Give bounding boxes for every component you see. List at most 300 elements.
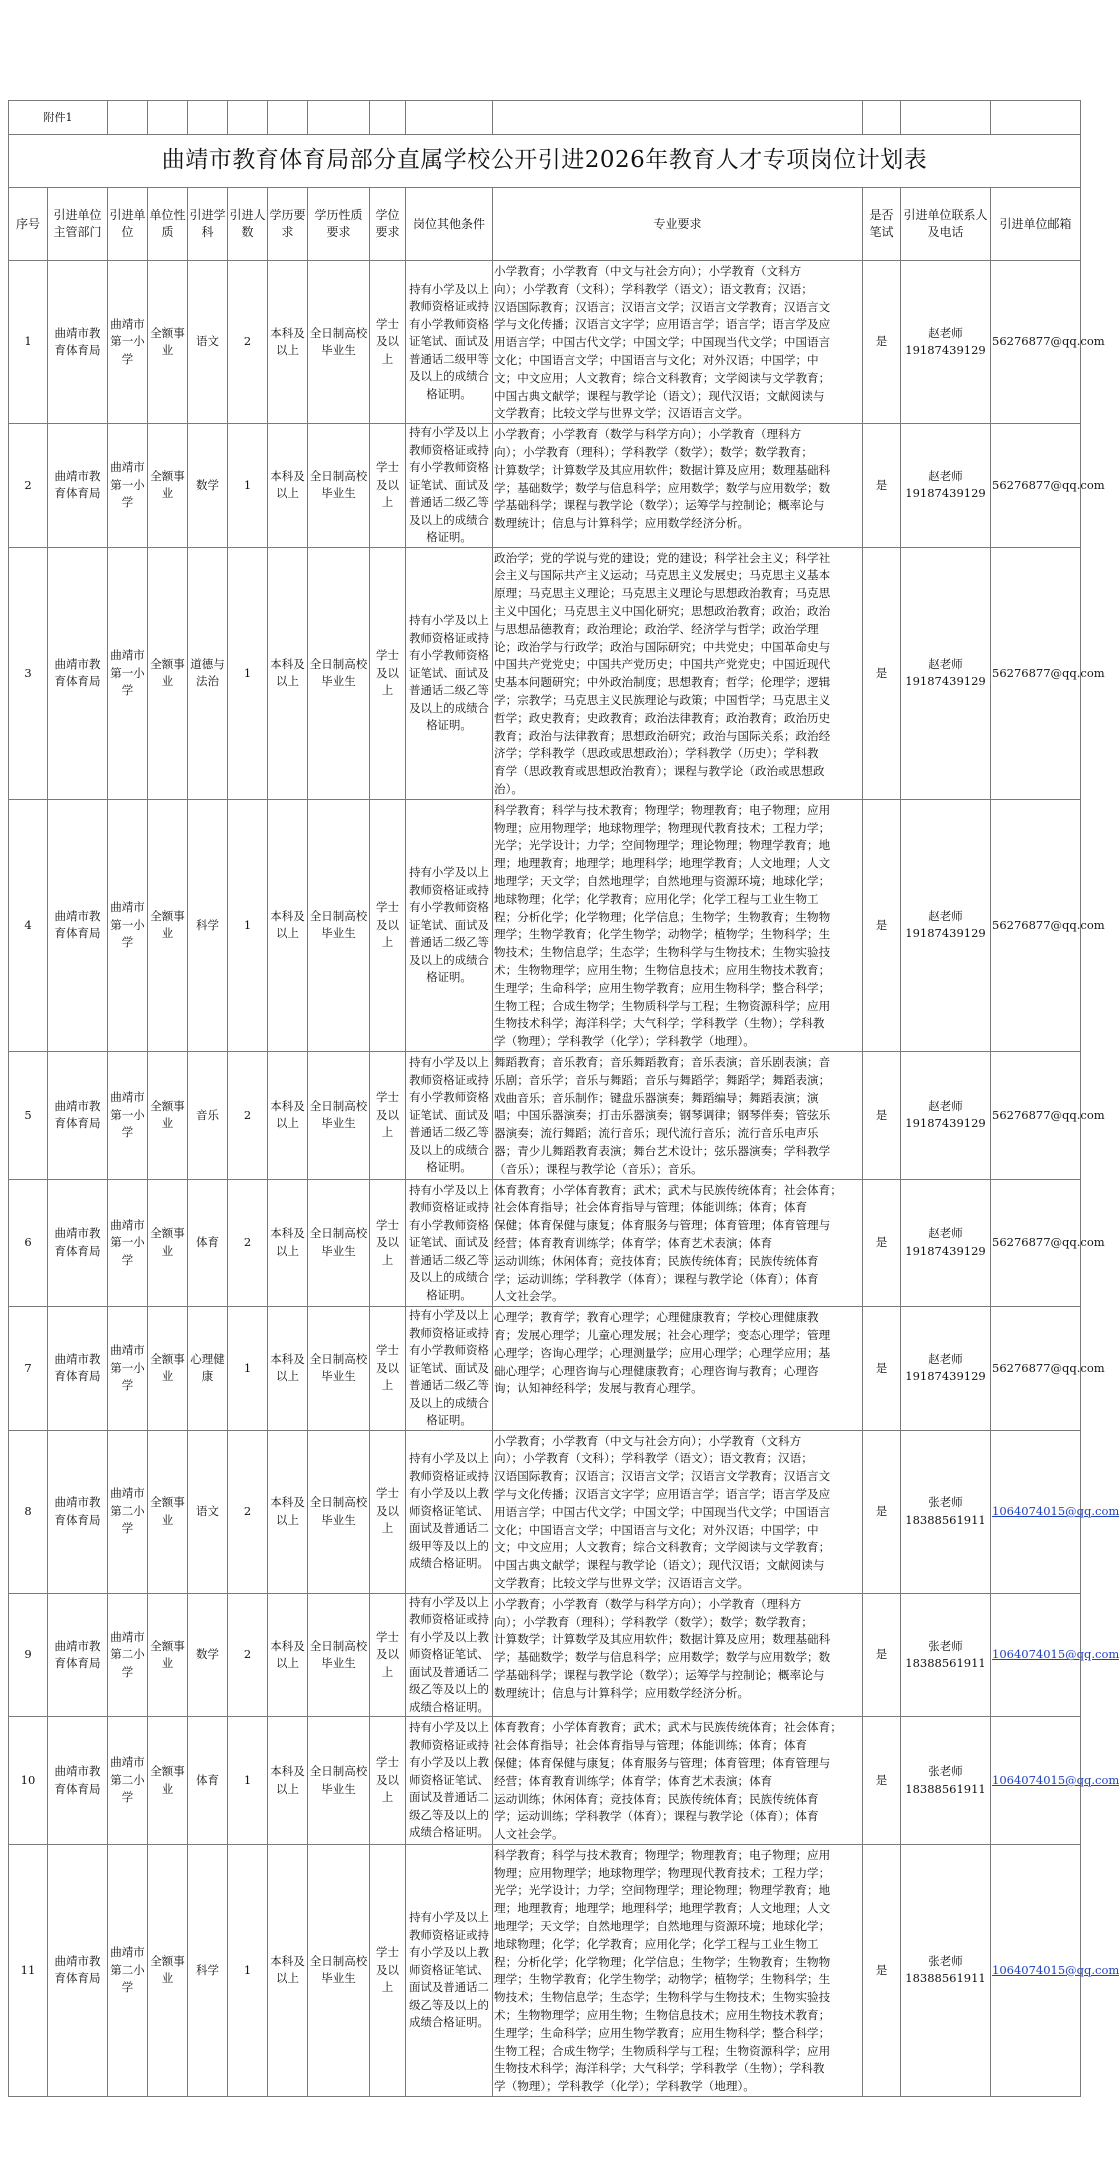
row-edu: 本科及以上: [268, 547, 308, 799]
major-line: 生物工程；合成生物学；生物质科学与工程；生物资源科学；应用: [494, 998, 831, 1013]
major-line: 地球物理；化学；化学教育；应用化学；化学工程与工业生物工: [494, 891, 819, 906]
row-seq: 6: [9, 1179, 48, 1307]
major-line: （音乐）；课程与教学论（音乐）；音乐。: [494, 1161, 703, 1176]
row-email: [991, 424, 1105, 548]
major-line: 舞蹈教育；音乐教育；音乐舞蹈教育；音乐表演；音乐剧表演；音: [494, 1054, 831, 1069]
major-line: 小学教育；小学教育（中文与社会方向）；小学教育（文科方: [494, 264, 802, 278]
row-unit: 曲靖市第二小学: [108, 1844, 148, 2096]
contact-phone: 19187439129: [905, 1243, 986, 1258]
contact-name: 赵老师: [928, 1098, 963, 1113]
row-count: 1: [228, 1717, 268, 1845]
major-line: 科学教育；科学与技术教育；物理学；物理教育；电子物理；应用: [494, 802, 831, 817]
header-email: 引进单位邮箱: [991, 188, 1081, 261]
row-degree: 学士及以上: [370, 424, 406, 548]
row-exam: 是: [863, 1051, 901, 1179]
major-line: 科学教育；科学与技术教育；物理学；物理教育；电子物理；应用: [494, 1847, 831, 1862]
major-line: 汉语国际教育；汉语言；汉语言文学；汉语言文学教育；汉语言文: [494, 299, 831, 314]
row-dept: 曲靖市教育体育局: [48, 799, 108, 1051]
major-line: 会主义与国际共产主义运动；马克思主义发展史；马克思主义基本: [494, 568, 831, 583]
major-line: 经营；体育教育训练学；体育学；体育艺术表演；体育: [494, 1773, 773, 1788]
contact-phone: 18388561911: [905, 1656, 986, 1671]
row-unit: 曲靖市第一小学: [108, 1179, 148, 1307]
major-line: 治）。: [494, 782, 523, 797]
major-line: 文；中文应用；人文教育；综合文科教育；文学阅读与文学教育；: [494, 1540, 831, 1555]
header-row: [9, 188, 1081, 261]
row-degree: 学士及以上: [370, 1430, 406, 1593]
row-edu-type: 全日制高校毕业生: [308, 1051, 370, 1179]
major-line: 学；基础数学；数学与信息科学；应用数学；数学与应用数学；数: [494, 480, 831, 495]
row-edu-type: 全日制高校毕业生: [308, 1179, 370, 1307]
row-edu: 本科及以上: [268, 799, 308, 1051]
email-text: 56276877@qq.com: [992, 1235, 1105, 1250]
contact-name: 张老师: [928, 1764, 963, 1779]
row-seq: 4: [9, 799, 48, 1051]
row-email: [991, 1717, 1119, 1845]
row-unit: 曲靖市第一小学: [108, 1307, 148, 1431]
major-line: 计算数学；计算数学及其应用软件；数据计算及应用；数理基础科: [494, 1632, 831, 1647]
row-dept: 曲靖市教育体育局: [48, 547, 108, 799]
contact-name: 张老师: [928, 1638, 963, 1653]
table-row: [9, 547, 1081, 799]
row-subject: 体育: [188, 1179, 228, 1307]
row-degree: 学士及以上: [370, 1179, 406, 1307]
major-line: 中国古典文献学；课程与教学论（语文）；现代汉语；文献阅读与: [494, 1558, 825, 1573]
table-row: [9, 1430, 1081, 1593]
major-line: 文化；中国语言文学；中国语言与文化；对外汉语；中国学；中: [494, 352, 819, 367]
row-nature: 全额事业: [148, 1051, 188, 1179]
row-subject: 科学: [188, 799, 228, 1051]
row-seq: 9: [9, 1593, 48, 1717]
row-email: [991, 1593, 1119, 1717]
major-line: 向）；小学教育（理科）；学科教学（数学）；数学；数学教育；: [494, 1614, 813, 1629]
row-other-conditions: 持有小学及以上教师资格证或持有小学及以上教师资格证笔试、面试及普通话二级甲等及以上的成绩合格证明。: [406, 1430, 493, 1593]
row-other-conditions: 持有小学及以上教师资格证或持有小学教师资格证笔试、面试及普通话二级乙等及以上的成绩合格证明。: [406, 1051, 493, 1179]
major-line: 程；分析化学；化学物理；化学信息；生物学；生物教育；生物物: [494, 909, 831, 924]
major-line: 中国共产党党史；中国共产党历史；中国共产党党史；中国近现代: [494, 657, 831, 672]
row-nature: 全额事业: [148, 799, 188, 1051]
major-line: 唱；中国乐器演奏；打击乐器演奏；钢琴调律；钢琴伴奏；管弦乐: [494, 1108, 831, 1123]
header-unit: 引进单位: [108, 188, 148, 261]
major-line: 生物技术科学；海洋科学；大气科学；学科教学（生物）；学科教: [494, 1016, 825, 1031]
major-line: 经营；体育教育训练学；体育学；体育艺术表演；体育: [494, 1235, 773, 1250]
row-other-conditions: 持有小学及以上教师资格证或持有小学及以上教师资格证笔试、面试及普通话二级乙等及以上的成绩合格证明。: [406, 1593, 493, 1717]
major-line: 用语言学；中国古代文学；中国文学；中国现当代文学；中国语言: [494, 335, 831, 350]
major-line: 向）；小学教育（理科）；学科教学（数学）；数学；数学教育；: [494, 444, 813, 459]
row-major-requirements: [493, 261, 863, 424]
header-dept: 引进单位主管部门: [48, 188, 108, 261]
contact-phone: 18388561911: [905, 1781, 986, 1796]
row-other-conditions: 持有小学及以上教师资格证或持有小学教师资格证笔试、面试及普通话二级乙等及以上的成绩合格证明。: [406, 1179, 493, 1307]
table-row: [9, 1051, 1081, 1179]
row-nature: 全额事业: [148, 547, 188, 799]
row-other-conditions: 持有小学及以上教师资格证或持有小学教师资格证笔试、面试及普通话二级甲等及以上的成绩合格证明。: [406, 261, 493, 424]
header-seq: 序号: [9, 188, 48, 261]
row-exam: 是: [863, 1430, 901, 1593]
row-nature: 全额事业: [148, 1844, 188, 2096]
email-text: 56276877@qq.com: [992, 477, 1105, 492]
contact-name: 赵老师: [928, 656, 963, 671]
row-dept: 曲靖市教育体育局: [48, 1430, 108, 1593]
row-edu: 本科及以上: [268, 1307, 308, 1431]
major-line: 主义中国化；马克思主义中国化研究；思想政治教育；政治；政治: [494, 604, 831, 619]
row-dept: 曲靖市教育体育局: [48, 261, 108, 424]
contact-name: 赵老师: [928, 325, 963, 340]
row-dept: 曲靖市教育体育局: [48, 1717, 108, 1845]
major-line: 小学教育；小学教育（数学与科学方向）；小学教育（理科方: [494, 1596, 802, 1611]
row-degree: 学士及以上: [370, 1051, 406, 1179]
major-line: 程；分析化学；化学物理；化学信息；生物学；生物教育；生物物: [494, 1954, 831, 1969]
row-major-requirements: [493, 1307, 863, 1431]
major-line: 理学；生物学教育；化学生物学；动物学；植物学；生物科学；生: [494, 1972, 831, 1987]
row-contact: [901, 547, 991, 799]
title-row: [9, 135, 1081, 188]
major-line: 心理学；教育学；教育心理学；心理健康教育；学校心理健康教: [494, 1310, 819, 1325]
contact-phone: 19187439129: [905, 674, 986, 689]
row-major-requirements: [493, 1593, 863, 1717]
major-line: 数理统计；信息与计算科学；应用数学经济分析。: [494, 516, 750, 531]
row-other-conditions: 持有小学及以上教师资格证或持有小学及以上教师资格证笔试、面试及普通话二级乙等及以上的成绩合格证明。: [406, 1844, 493, 2096]
major-line: 学；运动训练；学科教学（体育）；课程与教学论（体育）；体育: [494, 1271, 819, 1286]
table-row: [9, 1717, 1081, 1845]
major-line: 地球物理；化学；化学教育；应用化学；化学工程与工业生物工: [494, 1936, 819, 1951]
major-line: 教育；政治与法律教育；思想政治研究；政治与国际关系；政治经: [494, 728, 831, 743]
header-nature: 单位性质: [148, 188, 188, 261]
row-other-conditions: 持有小学及以上教师资格证或持有小学教师资格证笔试、面试及普通话二级乙等及以上的成绩合格证明。: [406, 424, 493, 548]
row-email: [991, 1430, 1119, 1593]
major-line: 政治学；党的学说与党的建设；党的建设；科学社会主义；科学社: [494, 550, 831, 565]
header-degree: 学位要求: [370, 188, 406, 261]
major-line: 小学教育；小学教育（数学与科学方向）；小学教育（理科方: [494, 427, 802, 442]
row-count: 2: [228, 1430, 268, 1593]
row-major-requirements: [493, 1179, 863, 1307]
row-seq: 8: [9, 1430, 48, 1593]
major-line: 文学教育；比较文学与世界文学；汉语语言文学。: [494, 406, 750, 421]
row-edu: 本科及以上: [268, 1717, 308, 1845]
row-contact: [901, 799, 991, 1051]
row-dept: 曲靖市教育体育局: [48, 1179, 108, 1307]
major-line: 运动训练；休闲体育；竞技体育；民族传统体育；民族传统体育: [494, 1253, 819, 1268]
row-subject: 语文: [188, 1430, 228, 1593]
row-major-requirements: [493, 1844, 863, 2096]
major-line: 学；宗教学；马克思主义民族理论与政策；中国哲学；马克思主义: [494, 693, 831, 708]
row-exam: 是: [863, 1307, 901, 1431]
row-unit: 曲靖市第二小学: [108, 1593, 148, 1717]
major-line: 术；生物物理学；应用生物；生物信息技术；应用生物技术教育；: [494, 963, 831, 977]
row-edu: 本科及以上: [268, 1051, 308, 1179]
row-seq: 10: [9, 1717, 48, 1845]
major-line: 地理学；天文学；自然地理学；自然地理与资源环境；地球化学；: [494, 874, 831, 889]
row-contact: [901, 1307, 991, 1431]
major-line: 物技术；生物信息学；生态学；生物科学与生物技术；生物实验技: [494, 1990, 831, 2005]
row-dept: 曲靖市教育体育局: [48, 1844, 108, 2096]
major-line: 生物技术科学；海洋科学；大气科学；学科教学（生物）；学科教: [494, 2061, 825, 2076]
table-row: [9, 1307, 1081, 1431]
row-nature: 全额事业: [148, 1593, 188, 1717]
major-line: 物理；应用物理学；地球物理学；物理现代教育技术；工程力学；: [494, 1865, 831, 1880]
major-line: 人文社会学。: [494, 1827, 564, 1842]
major-line: 育；发展心理学；儿童心理发展；社会心理学；变态心理学；管理: [494, 1327, 831, 1342]
row-email: [991, 1307, 1105, 1431]
contact-name: 张老师: [928, 1495, 963, 1510]
row-degree: 学士及以上: [370, 1717, 406, 1845]
contact-name: 赵老师: [928, 1351, 963, 1366]
row-count: 1: [228, 799, 268, 1051]
row-edu: 本科及以上: [268, 424, 308, 548]
row-edu: 本科及以上: [268, 1593, 308, 1717]
major-line: 询；认知神经科学；发展与教育心理学。: [494, 1381, 703, 1396]
row-edu: 本科及以上: [268, 1430, 308, 1593]
row-contact: [901, 1717, 991, 1845]
major-line: 学基础科学；课程与教学论（数学）；运筹学与控制论；概率论与: [494, 1668, 825, 1682]
row-subject: 数学: [188, 424, 228, 548]
row-dept: 曲靖市教育体育局: [48, 1051, 108, 1179]
row-count: 2: [228, 1179, 268, 1307]
major-line: 向）；小学教育（文科）；学科教学（语文）；语文教育；汉语；: [494, 1451, 813, 1466]
row-other-conditions: 持有小学及以上教师资格证或持有小学教师资格证笔试、面试及普通话二级乙等及以上的成绩合格证明。: [406, 799, 493, 1051]
row-seq: 2: [9, 424, 48, 548]
email-link[interactable]: 1064074015@qq.com: [992, 1962, 1119, 1977]
header-other: 岗位其他条件: [406, 188, 493, 261]
email-link[interactable]: 1064074015@qq.com: [992, 1772, 1119, 1787]
row-exam: 是: [863, 1717, 901, 1845]
row-other-conditions: 持有小学及以上教师资格证或持有小学教师资格证笔试、面试及普通话二级乙等及以上的成绩合格证明。: [406, 1307, 493, 1431]
major-line: 数理统计；信息与计算科学；应用数学经济分析。: [494, 1685, 750, 1700]
major-line: 保健；体育保健与康复；体育服务与管理；体育管理；体育管理与: [494, 1218, 831, 1233]
major-line: 光学；光学设计；力学；空间物理学；理论物理；物理学教育；地: [494, 838, 831, 853]
major-line: 用语言学；中国古代文学；中国文学；中国现当代文学；中国语言: [494, 1504, 831, 1519]
major-line: 理；地理教育；地理学；地理科学；地理学教育；人文地理；人文: [494, 1901, 831, 1916]
table-row: [9, 424, 1081, 548]
row-edu: 本科及以上: [268, 261, 308, 424]
email-text: 56276877@qq.com: [992, 1107, 1105, 1122]
major-line: 济学；学科教学（思政或思想政治）；学科教学（历史）；学科教: [494, 746, 819, 761]
row-email: [991, 1844, 1119, 2096]
row-major-requirements: [493, 1051, 863, 1179]
table-row: [9, 799, 1081, 1051]
annex-row: [9, 101, 1081, 135]
major-line: 光学；光学设计；力学；空间物理学；理论物理；物理学教育；地: [494, 1883, 831, 1898]
row-unit: 曲靖市第一小学: [108, 261, 148, 424]
row-contact: [901, 1430, 991, 1593]
row-email: [991, 261, 1105, 424]
row-unit: 曲靖市第一小学: [108, 424, 148, 548]
major-line: 与思想品德教育；政治理论；政治学、经济学与哲学；政治学理: [494, 621, 819, 636]
row-count: 1: [228, 1844, 268, 2096]
row-edu-type: 全日制高校毕业生: [308, 424, 370, 548]
row-seq: 3: [9, 547, 48, 799]
major-line: 术；生物物理学；应用生物；生物信息技术；应用生物技术教育；: [494, 2008, 831, 2023]
row-major-requirements: [493, 1717, 863, 1845]
email-link[interactable]: 1064074015@qq.com: [992, 1647, 1119, 1662]
header-exam: 是否笔试: [863, 188, 901, 261]
row-email: [991, 547, 1105, 799]
row-subject: 语文: [188, 261, 228, 424]
row-other-conditions: 持有小学及以上教师资格证或持有小学及以上教师资格证笔试、面试及普通话二级乙等及以上的成绩合格证明。: [406, 1717, 493, 1845]
row-exam: 是: [863, 547, 901, 799]
row-dept: 曲靖市教育体育局: [48, 424, 108, 548]
email-text: 56276877@qq.com: [992, 665, 1105, 680]
major-line: 地理学；天文学；自然地理学；自然地理与资源环境；地球化学；: [494, 1919, 831, 1934]
header-edu: 学历要求: [268, 188, 308, 261]
major-line: 心理学；咨询心理学；心理测量学；应用心理学；心理学应用；基: [494, 1345, 831, 1360]
major-line: 运动训练；休闲体育；竞技体育；民族传统体育；民族传统体育: [494, 1791, 819, 1806]
contact-phone: 19187439129: [905, 486, 986, 501]
row-contact: [901, 424, 991, 548]
row-count: 1: [228, 424, 268, 548]
email-link[interactable]: 1064074015@qq.com: [992, 1503, 1119, 1518]
row-count: 2: [228, 1593, 268, 1717]
row-degree: 学士及以上: [370, 261, 406, 424]
major-line: 哲学；政史教育；史政教育；政治法律教育；政治教育；政治历史: [494, 710, 831, 725]
row-exam: 是: [863, 261, 901, 424]
contact-name: 赵老师: [928, 468, 963, 483]
row-seq: 7: [9, 1307, 48, 1431]
email-text: 56276877@qq.com: [992, 1360, 1105, 1375]
major-line: 学；运动训练；学科教学（体育）；课程与教学论（体育）；体育: [494, 1809, 819, 1824]
row-edu-type: 全日制高校毕业生: [308, 261, 370, 424]
major-line: 育学（思政教育或思想政治教育）；课程与教学论（政治或思想政: [494, 764, 825, 779]
major-line: 向）；小学教育（文科）；学科教学（语文）；语文教育；汉语；: [494, 281, 813, 296]
major-line: 学基础科学；课程与教学论（数学）；运筹学与控制论；概率论与: [494, 498, 825, 513]
row-unit: 曲靖市第二小学: [108, 1430, 148, 1593]
row-nature: 全额事业: [148, 1717, 188, 1845]
row-contact: [901, 261, 991, 424]
major-line: 体育教育；小学体育教育；武术；武术与民族传统体育；社会体育；: [494, 1182, 842, 1197]
contact-name: 赵老师: [928, 908, 963, 923]
row-major-requirements: [493, 424, 863, 548]
major-line: 原理；马克思主义理论；马克思主义理论与思想政治教育；马克思: [494, 586, 831, 601]
row-edu: 本科及以上: [268, 1844, 308, 2096]
major-line: 保健；体育保健与康复；体育服务与管理；体育管理；体育管理与: [494, 1755, 831, 1770]
row-other-conditions: 持有小学及以上教师资格证或持有小学教师资格证笔试、面试及普通话二级乙等及以上的成绩合格证明。: [406, 547, 493, 799]
annex-label: 附件1: [9, 101, 108, 135]
row-email: [991, 1179, 1105, 1307]
row-email: [991, 1051, 1105, 1179]
row-seq: 5: [9, 1051, 48, 1179]
row-subject: 音乐: [188, 1051, 228, 1179]
row-seq: 1: [9, 261, 48, 424]
row-exam: 是: [863, 799, 901, 1051]
contact-phone: 19187439129: [905, 343, 986, 358]
row-nature: 全额事业: [148, 261, 188, 424]
row-degree: 学士及以上: [370, 799, 406, 1051]
major-line: 学（物理）；学科教学（化学）；学科教学（地理）。: [494, 1034, 755, 1049]
row-unit: 曲靖市第一小学: [108, 799, 148, 1051]
row-count: 2: [228, 1051, 268, 1179]
major-line: 学；基础数学；数学与信息科学；应用数学；数学与应用数学；数: [494, 1650, 831, 1665]
table-title: 曲靖市教育体育局部分直属学校公开引进2026年教育人才专项岗位计划表: [9, 135, 1081, 188]
table-row: [9, 1844, 1081, 2096]
header-contact: 引进单位联系人及电话: [901, 188, 991, 261]
major-line: 物技术；生物信息学；生态学；生物科学与生物技术；生物实验技: [494, 945, 831, 960]
row-edu-type: 全日制高校毕业生: [308, 799, 370, 1051]
major-line: 生物工程；合成生物学；生物质科学与工程；生物资源科学；应用: [494, 2043, 831, 2058]
email-text: 56276877@qq.com: [992, 917, 1105, 932]
contact-phone: 18388561911: [905, 1971, 986, 1986]
major-line: 文；中文应用；人文教育；综合文科教育；文学阅读与文学教育；: [494, 370, 831, 385]
table-row: [9, 1179, 1081, 1307]
major-line: 戏曲音乐；音乐制作；键盘乐器演奏；舞蹈编导；舞蹈表演；演: [494, 1090, 819, 1105]
row-degree: 学士及以上: [370, 1307, 406, 1431]
major-line: 汉语国际教育；汉语言；汉语言文学；汉语言文学教育；汉语言文: [494, 1469, 831, 1484]
row-major-requirements: [493, 547, 863, 799]
row-edu: 本科及以上: [268, 1179, 308, 1307]
row-count: 2: [228, 261, 268, 424]
row-degree: 学士及以上: [370, 547, 406, 799]
major-line: 计算数学；计算数学及其应用软件；数据计算及应用；数理基础科: [494, 462, 831, 477]
row-dept: 曲靖市教育体育局: [48, 1593, 108, 1717]
major-line: 器演奏；流行舞蹈；流行音乐；现代流行音乐；流行音乐电声乐: [494, 1126, 819, 1141]
row-email: [991, 799, 1105, 1051]
table-row: [9, 261, 1081, 424]
row-unit: 曲靖市第二小学: [108, 1717, 148, 1845]
header-subject: 引进学科: [188, 188, 228, 261]
table-row: [9, 1593, 1081, 1717]
email-text: 56276877@qq.com: [992, 334, 1105, 349]
row-edu-type: 全日制高校毕业生: [308, 1430, 370, 1593]
major-line: 理学；生物学教育；化学生物学；动物学；植物学；生物科学；生: [494, 927, 831, 942]
recruitment-plan-sheet: [8, 100, 1119, 2097]
row-nature: 全额事业: [148, 1430, 188, 1593]
major-line: 小学教育；小学教育（中文与社会方向）；小学教育（文科方: [494, 1433, 802, 1448]
row-subject: 数学: [188, 1593, 228, 1717]
row-major-requirements: [493, 799, 863, 1051]
row-count: 1: [228, 547, 268, 799]
row-edu-type: 全日制高校毕业生: [308, 1307, 370, 1431]
major-line: 学与文化传播；汉语言文字学；应用语言学；语言学；语言学及应: [494, 1487, 831, 1502]
row-degree: 学士及以上: [370, 1593, 406, 1717]
header-edu-type: 学历性质要求: [308, 188, 370, 261]
major-line: 论；政治学与行政学；政治与国际研究；中共党史；中国革命史与: [494, 639, 831, 654]
major-line: 乐剧；音乐学；音乐与舞蹈；音乐与舞蹈学；舞蹈学；舞蹈表演；: [494, 1072, 831, 1087]
row-contact: [901, 1593, 991, 1717]
row-major-requirements: [493, 1430, 863, 1593]
contact-phone: 18388561911: [905, 1512, 986, 1527]
major-line: 中国古典文献学；课程与教学论（语文）；现代汉语；文献阅读与: [494, 388, 825, 403]
contact-name: 张老师: [928, 1953, 963, 1968]
contact-phone: 19187439129: [905, 1369, 986, 1384]
row-nature: 全额事业: [148, 1307, 188, 1431]
header-count: 引进人数: [228, 188, 268, 261]
contact-name: 赵老师: [928, 1226, 963, 1241]
row-contact: [901, 1179, 991, 1307]
major-line: 人文社会学。: [494, 1289, 564, 1304]
major-line: 文化；中国语言文学；中国语言与文化；对外汉语；中国学；中: [494, 1522, 819, 1537]
major-line: 文学教育；比较文学与世界文学；汉语语言文学。: [494, 1576, 750, 1591]
major-line: 体育教育；小学体育教育；武术；武术与民族传统体育；社会体育；: [494, 1720, 842, 1735]
row-subject: 道德与法治: [188, 547, 228, 799]
row-seq: 11: [9, 1844, 48, 2096]
row-exam: 是: [863, 424, 901, 548]
header-major: 专业要求: [493, 188, 863, 261]
row-subject: 科学: [188, 1844, 228, 2096]
major-line: 物理；应用物理学；地球物理学；物理现代教育技术；工程力学；: [494, 820, 831, 835]
row-edu-type: 全日制高校毕业生: [308, 547, 370, 799]
recruitment-plan-table: [8, 100, 1119, 2097]
major-line: 学（物理）；学科教学（化学）；学科教学（地理）。: [494, 2079, 755, 2094]
major-line: 社会体育指导；社会体育指导与管理；体能训练；体育；体育: [494, 1738, 808, 1753]
major-line: 生理学；生命科学；应用生物学教育；应用生物科学；整合科学；: [494, 2025, 831, 2040]
row-edu-type: 全日制高校毕业生: [308, 1717, 370, 1845]
major-line: 学与文化传播；汉语言文字学；应用语言学；语言学；语言学及应: [494, 317, 831, 332]
row-exam: 是: [863, 1593, 901, 1717]
row-dept: 曲靖市教育体育局: [48, 1307, 108, 1431]
row-contact: [901, 1051, 991, 1179]
row-exam: 是: [863, 1179, 901, 1307]
row-degree: 学士及以上: [370, 1844, 406, 2096]
major-line: 生理学；生命科学；应用生物学教育；应用生物科学；整合科学；: [494, 980, 831, 995]
major-line: 史基本问题研究；中外政治制度；思想教育；哲学；伦理学；逻辑: [494, 675, 831, 690]
